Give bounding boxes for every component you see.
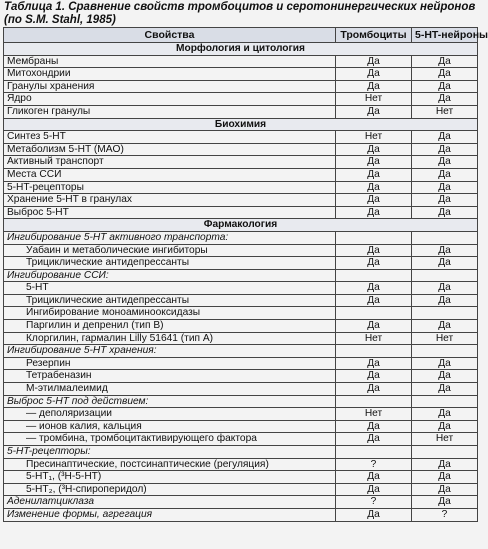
platelets-cell: Да bbox=[336, 181, 412, 194]
neurons-cell: Да bbox=[412, 131, 478, 144]
platelets-cell bbox=[336, 307, 412, 320]
platelets-cell: Да bbox=[336, 508, 412, 521]
neurons-cell: Да bbox=[412, 244, 478, 257]
property-cell: Гранулы хранения bbox=[4, 80, 336, 93]
table-row bbox=[4, 282, 478, 295]
table-row bbox=[4, 194, 478, 207]
property-cell: Аденилатциклаза bbox=[4, 496, 336, 509]
neurons-cell: Да bbox=[412, 80, 478, 93]
comparison-table bbox=[3, 27, 488, 522]
platelets-cell: Да bbox=[336, 156, 412, 169]
table-row bbox=[4, 244, 478, 257]
platelets-cell: Да bbox=[336, 168, 412, 181]
table-row bbox=[4, 383, 478, 396]
neurons-cell: Да bbox=[412, 206, 478, 219]
property-cell: Ядро bbox=[4, 93, 336, 106]
table-row bbox=[4, 257, 478, 270]
neurons-cell: Да bbox=[412, 408, 478, 421]
property-cell: М-этилмалеимид bbox=[4, 383, 336, 396]
neurons-cell bbox=[412, 269, 478, 282]
table-header-row bbox=[4, 28, 478, 43]
table-row bbox=[4, 181, 478, 194]
neurons-cell: Да bbox=[412, 320, 478, 333]
caption-title: Таблица 1. Сравнение свойств тромбоцитов и серотонинергических нейронов bbox=[4, 1, 476, 13]
table-row bbox=[4, 269, 478, 282]
platelets-cell: Да bbox=[336, 55, 412, 68]
property-cell: Метаболизм 5-HT (MAO) bbox=[4, 143, 336, 156]
section-title: Морфология и цитология bbox=[4, 43, 478, 56]
platelets-cell bbox=[336, 395, 412, 408]
property-cell: Трициклические антидепрессанты bbox=[4, 257, 336, 270]
platelets-cell bbox=[336, 231, 412, 244]
table-row bbox=[4, 357, 478, 370]
table-row bbox=[4, 206, 478, 219]
neurons-cell: Да bbox=[412, 294, 478, 307]
platelets-cell: Да bbox=[336, 357, 412, 370]
table-row bbox=[4, 508, 478, 521]
neurons-cell: Да bbox=[412, 156, 478, 169]
property-cell: 5-HT₁, (³H-5-HT) bbox=[4, 471, 336, 484]
platelets-cell: Да bbox=[336, 420, 412, 433]
header-platelets: Тромбоциты bbox=[336, 28, 412, 43]
table-row bbox=[4, 458, 478, 471]
property-cell: Паргилин и депренил (тип В) bbox=[4, 320, 336, 333]
table-row bbox=[4, 143, 478, 156]
neurons-cell: Да bbox=[412, 357, 478, 370]
platelets-cell: ? bbox=[336, 496, 412, 509]
property-cell: — ионов калия, кальция bbox=[4, 420, 336, 433]
neurons-cell: Да bbox=[412, 143, 478, 156]
property-cell: Митохондрии bbox=[4, 68, 336, 81]
property-cell: Выброс 5-HT bbox=[4, 206, 336, 219]
neurons-cell: Да bbox=[412, 471, 478, 484]
table-body bbox=[4, 43, 478, 522]
table-row bbox=[4, 433, 478, 446]
neurons-cell: Нет bbox=[412, 332, 478, 345]
neurons-cell: Да bbox=[412, 282, 478, 295]
platelets-cell: Нет bbox=[336, 332, 412, 345]
table-row bbox=[4, 332, 478, 345]
neurons-cell: Да bbox=[412, 383, 478, 396]
platelets-cell: Да bbox=[336, 257, 412, 270]
neurons-cell: Да bbox=[412, 420, 478, 433]
neurons-cell: Да bbox=[412, 93, 478, 106]
table-row bbox=[4, 68, 478, 81]
section-row bbox=[4, 219, 478, 232]
table-row bbox=[4, 420, 478, 433]
property-cell: Активный транспорт bbox=[4, 156, 336, 169]
section-row bbox=[4, 118, 478, 131]
caption-source: (по S.M. Stahl, 1985) bbox=[4, 13, 116, 26]
property-cell: Ингибирование ССИ: bbox=[4, 269, 336, 282]
neurons-cell: Нет bbox=[412, 105, 478, 118]
section-title: Биохимия bbox=[4, 118, 478, 131]
table-row bbox=[4, 446, 478, 459]
table-row bbox=[4, 345, 478, 358]
platelets-cell: Нет bbox=[336, 93, 412, 106]
table-row bbox=[4, 168, 478, 181]
neurons-cell: Да bbox=[412, 68, 478, 81]
platelets-cell: Да bbox=[336, 105, 412, 118]
platelets-cell bbox=[336, 345, 412, 358]
property-cell: Уабаин и метаболические ингибиторы bbox=[4, 244, 336, 257]
neurons-cell bbox=[412, 395, 478, 408]
table-row bbox=[4, 93, 478, 106]
property-cell: Клоргилин, гармалин Lilly 51641 (тип А) bbox=[4, 332, 336, 345]
header-neurons: 5-HT-нейроны bbox=[412, 28, 478, 43]
property-cell: — деполяризации bbox=[4, 408, 336, 421]
neurons-cell bbox=[412, 231, 478, 244]
platelets-cell: ? bbox=[336, 458, 412, 471]
neurons-cell: Да bbox=[412, 458, 478, 471]
neurons-cell: Да bbox=[412, 370, 478, 383]
neurons-cell: Да bbox=[412, 55, 478, 68]
platelets-cell: Да bbox=[336, 294, 412, 307]
neurons-cell: Да bbox=[412, 496, 478, 509]
neurons-cell bbox=[412, 446, 478, 459]
property-cell: Резерпин bbox=[4, 357, 336, 370]
property-cell: — тромбина, тромбоцитактивирующего фактора bbox=[4, 433, 336, 446]
platelets-cell: Да bbox=[336, 483, 412, 496]
platelets-cell: Да bbox=[336, 68, 412, 81]
section-row bbox=[4, 43, 478, 56]
table-row bbox=[4, 131, 478, 144]
platelets-cell: Да bbox=[336, 80, 412, 93]
table-row bbox=[4, 307, 478, 320]
table-row bbox=[4, 483, 478, 496]
property-cell: Места ССИ bbox=[4, 168, 336, 181]
platelets-cell: Нет bbox=[336, 408, 412, 421]
platelets-cell: Да bbox=[336, 383, 412, 396]
neurons-cell bbox=[412, 345, 478, 358]
property-cell: Ингибирование 5-HT хранения: bbox=[4, 345, 336, 358]
header-properties: Свойства bbox=[4, 28, 336, 43]
property-cell: Выброс 5-HT под действием: bbox=[4, 395, 336, 408]
table-row bbox=[4, 471, 478, 484]
property-cell: 5-HT₂, (³H-спироперидол) bbox=[4, 483, 336, 496]
section-title: Фармакология bbox=[4, 219, 478, 232]
property-cell: 5-HT bbox=[4, 282, 336, 295]
neurons-cell: Нет bbox=[412, 433, 478, 446]
platelets-cell: Да bbox=[336, 282, 412, 295]
platelets-cell: Да bbox=[336, 320, 412, 333]
property-cell: Ингибирование моноаминооксидазы bbox=[4, 307, 336, 320]
platelets-cell: Да bbox=[336, 370, 412, 383]
table-row bbox=[4, 408, 478, 421]
neurons-cell: Да bbox=[412, 181, 478, 194]
platelets-cell: Да bbox=[336, 206, 412, 219]
platelets-cell bbox=[336, 269, 412, 282]
property-cell: Мембраны bbox=[4, 55, 336, 68]
neurons-cell: Да bbox=[412, 194, 478, 207]
property-cell: Изменение формы, агрегация bbox=[4, 508, 336, 521]
property-cell: Синтез 5-HT bbox=[4, 131, 336, 144]
property-cell: Пресинаптические, постсинаптические (регуляция) bbox=[4, 458, 336, 471]
property-cell: 5-HT-рецепторы bbox=[4, 181, 336, 194]
table-row bbox=[4, 370, 478, 383]
property-cell: Хранение 5-HT в гранулах bbox=[4, 194, 336, 207]
platelets-cell: Да bbox=[336, 244, 412, 257]
platelets-cell: Да bbox=[336, 194, 412, 207]
neurons-cell: Да bbox=[412, 168, 478, 181]
table-row bbox=[4, 395, 478, 408]
neurons-cell: Да bbox=[412, 483, 478, 496]
platelets-cell: Да bbox=[336, 143, 412, 156]
platelets-cell: Нет bbox=[336, 131, 412, 144]
table-row bbox=[4, 320, 478, 333]
table-row bbox=[4, 231, 478, 244]
property-cell: Трициклические антидепрессанты bbox=[4, 294, 336, 307]
property-cell: Ингибирование 5-HT активного транспорта: bbox=[4, 231, 336, 244]
property-cell: Тетрабеназин bbox=[4, 370, 336, 383]
neurons-cell: Да bbox=[412, 257, 478, 270]
platelets-cell bbox=[336, 446, 412, 459]
property-cell: 5-HT-рецепторы: bbox=[4, 446, 336, 459]
platelets-cell: Да bbox=[336, 471, 412, 484]
table-row bbox=[4, 496, 478, 509]
platelets-cell: Да bbox=[336, 433, 412, 446]
neurons-cell bbox=[412, 307, 478, 320]
table-caption bbox=[4, 1, 476, 26]
property-cell: Гликоген гранулы bbox=[4, 105, 336, 118]
table-row bbox=[4, 55, 478, 68]
neurons-cell: ? bbox=[412, 508, 478, 521]
table-row bbox=[4, 80, 478, 93]
table-row bbox=[4, 294, 478, 307]
table-row bbox=[4, 105, 478, 118]
table-row bbox=[4, 156, 478, 169]
